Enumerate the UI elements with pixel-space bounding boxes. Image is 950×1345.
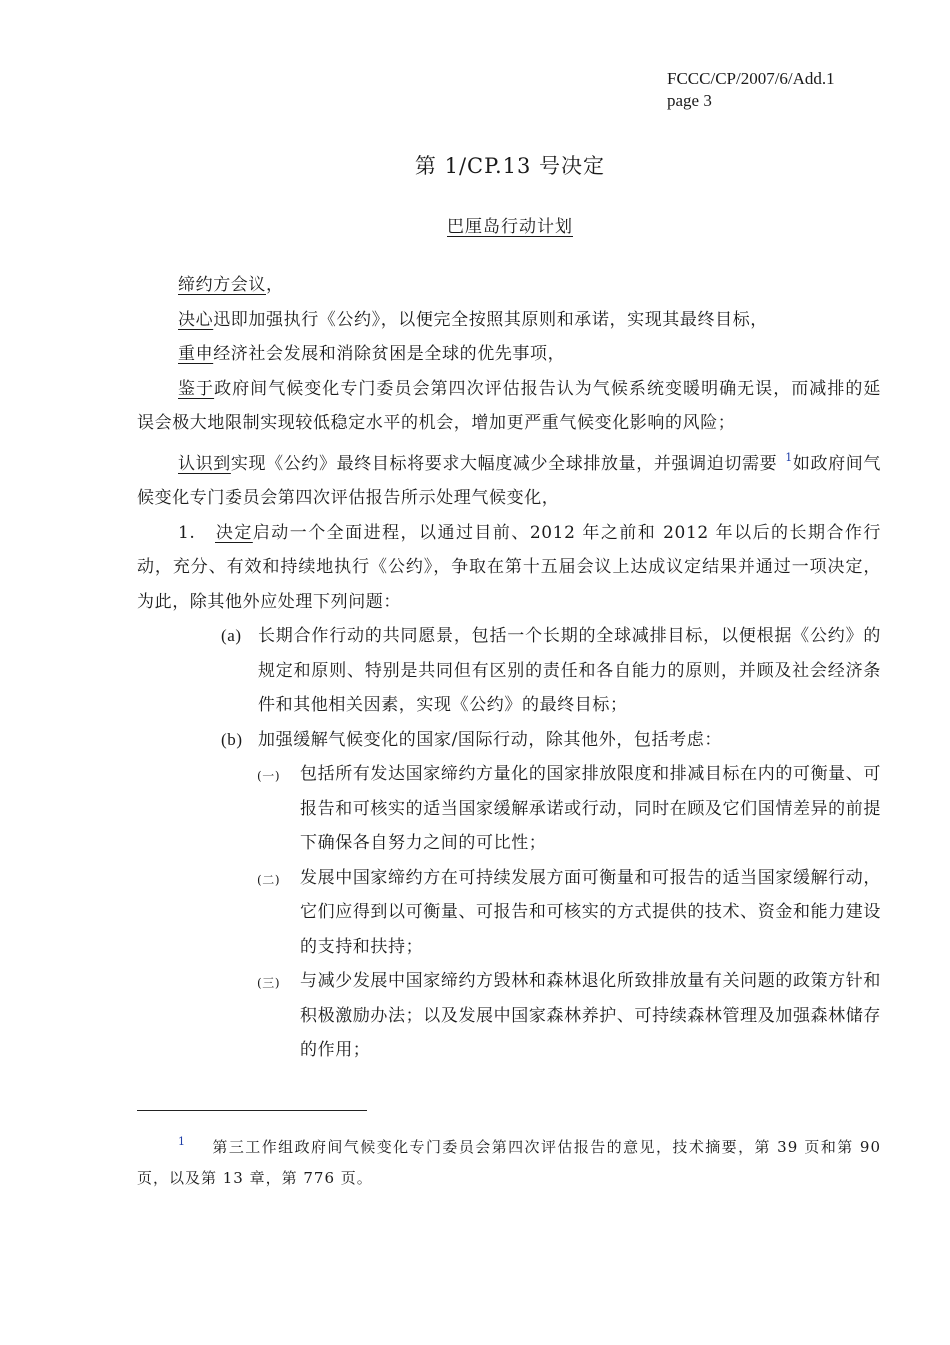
preamble-paragraph: [137, 268, 881, 303]
subitem-text: 发展中国家缔约方在可持续发展方面可衡量和可报告的适当国家缓解行动，它们应得到以可衡量、可报告和可核实的方式提供的技术、资金和能力建设的支持和扶持；: [300, 867, 881, 957]
decision-title: 第 1/CP.13 号决定: [414, 154, 606, 178]
paragraph-text: 实现《公约》最终目标将要求大幅度减少全球排放量，并强调迫切需要: [230, 453, 778, 474]
list-item: [137, 723, 881, 758]
paragraph-text: 启动一个全面进程，以通过目前、2012 年之前和 2012 年以后的长期合作行动，充分、有效和持续地执行《公约》，争取在第十五届会议上达成议定结果并通过一项决定，为此，除其他外应处理下列问题：: [137, 522, 882, 612]
underlined-lead: 认识到: [178, 453, 231, 474]
paragraph-text: 迅即加强执行《公约》，以便完全按照其原则和承诺，实现其最终目标，: [213, 309, 768, 330]
paragraph-number: 1.: [178, 522, 196, 543]
item-text: 加强缓解气候变化的国家/国际行动，除其他外，包括考虑：: [258, 729, 722, 750]
page-number: page 3: [667, 91, 712, 110]
subitem-label: (二): [257, 872, 281, 887]
preamble-paragraph: [137, 303, 881, 338]
underlined-lead: 重申: [178, 344, 214, 364]
preamble-paragraph: [137, 441, 881, 516]
subitem-label: (三): [257, 976, 281, 990]
subtitle-text: 巴厘岛行动计划: [447, 217, 573, 237]
paragraph-text: 如政府间气候变化专门委员会第四次评估报告所示处理气候变化，: [137, 453, 881, 508]
sub-list-item: [137, 964, 881, 1068]
footnote-mark: 1: [178, 1135, 186, 1148]
item-label: (a): [221, 626, 242, 645]
list-item: [137, 619, 881, 723]
preamble-paragraph: [137, 337, 881, 372]
item-label: (b): [221, 729, 243, 749]
underlined-lead: 缔约方会议: [178, 275, 266, 295]
document-body: [137, 268, 881, 1068]
decision-subtitle: [0, 212, 950, 237]
sub-list-item: [137, 757, 881, 861]
underlined-lead: 决心: [178, 309, 214, 330]
footnote-divider: [137, 1110, 367, 1111]
document-symbol: FCCC/CP/2007/6/Add.1: [667, 69, 835, 88]
subitem-text: 与减少发展中国家缔约方毁林和森林退化所致排放量有关问题的政策方针和积极激励办法；以及发展中国家森林养护、可持续森林管理及加强森林储存的作用；: [300, 971, 881, 1060]
item-text: 长期合作行动的共同愿景，包括一个长期的全球减排目标，以便根据《公约》的规定和原则、特别是共同但有区别的责任和各自能力的原则，并顾及社会经济条件和其他相关因素，实现《公约》的最终目标；: [258, 626, 881, 715]
underlined-lead: 鉴于: [178, 378, 215, 399]
subitem-label: (一): [257, 769, 281, 783]
footnote-text: 第三工作组政府间气候变化专门委员会第四次评估报告的意见，技术摘要，第 39 页和第 90 页，以及第 13 章，第 776 页。: [137, 1138, 881, 1187]
footnote-reference-link[interactable]: 1: [785, 450, 793, 464]
paragraph-text: 经济社会发展和消除贫困是全球的优先事项，: [213, 344, 566, 364]
footnote: [137, 1126, 881, 1194]
sub-list-item: [137, 861, 881, 965]
paragraph-text: ，: [266, 275, 284, 295]
document-header: [667, 68, 835, 112]
operative-paragraph-1: [137, 516, 881, 620]
paragraph-text: 政府间气候变化专门委员会第四次评估报告认为气候系统变暖明确无误，而减排的延误会极大地限制实现较低稳定水平的机会，增加更严重气候变化影响的风险；: [137, 378, 881, 433]
subitem-text: 包括所有发达国家缔约方量化的国家排放限度和排减目标在内的可衡量、可报告和可核实的适当国家缓解承诺或行动，同时在顾及它们国情差异的前提下确保各自努力之间的可比性；: [300, 764, 881, 853]
preamble-paragraph: [137, 372, 881, 441]
underlined-lead: 决定: [215, 522, 253, 543]
